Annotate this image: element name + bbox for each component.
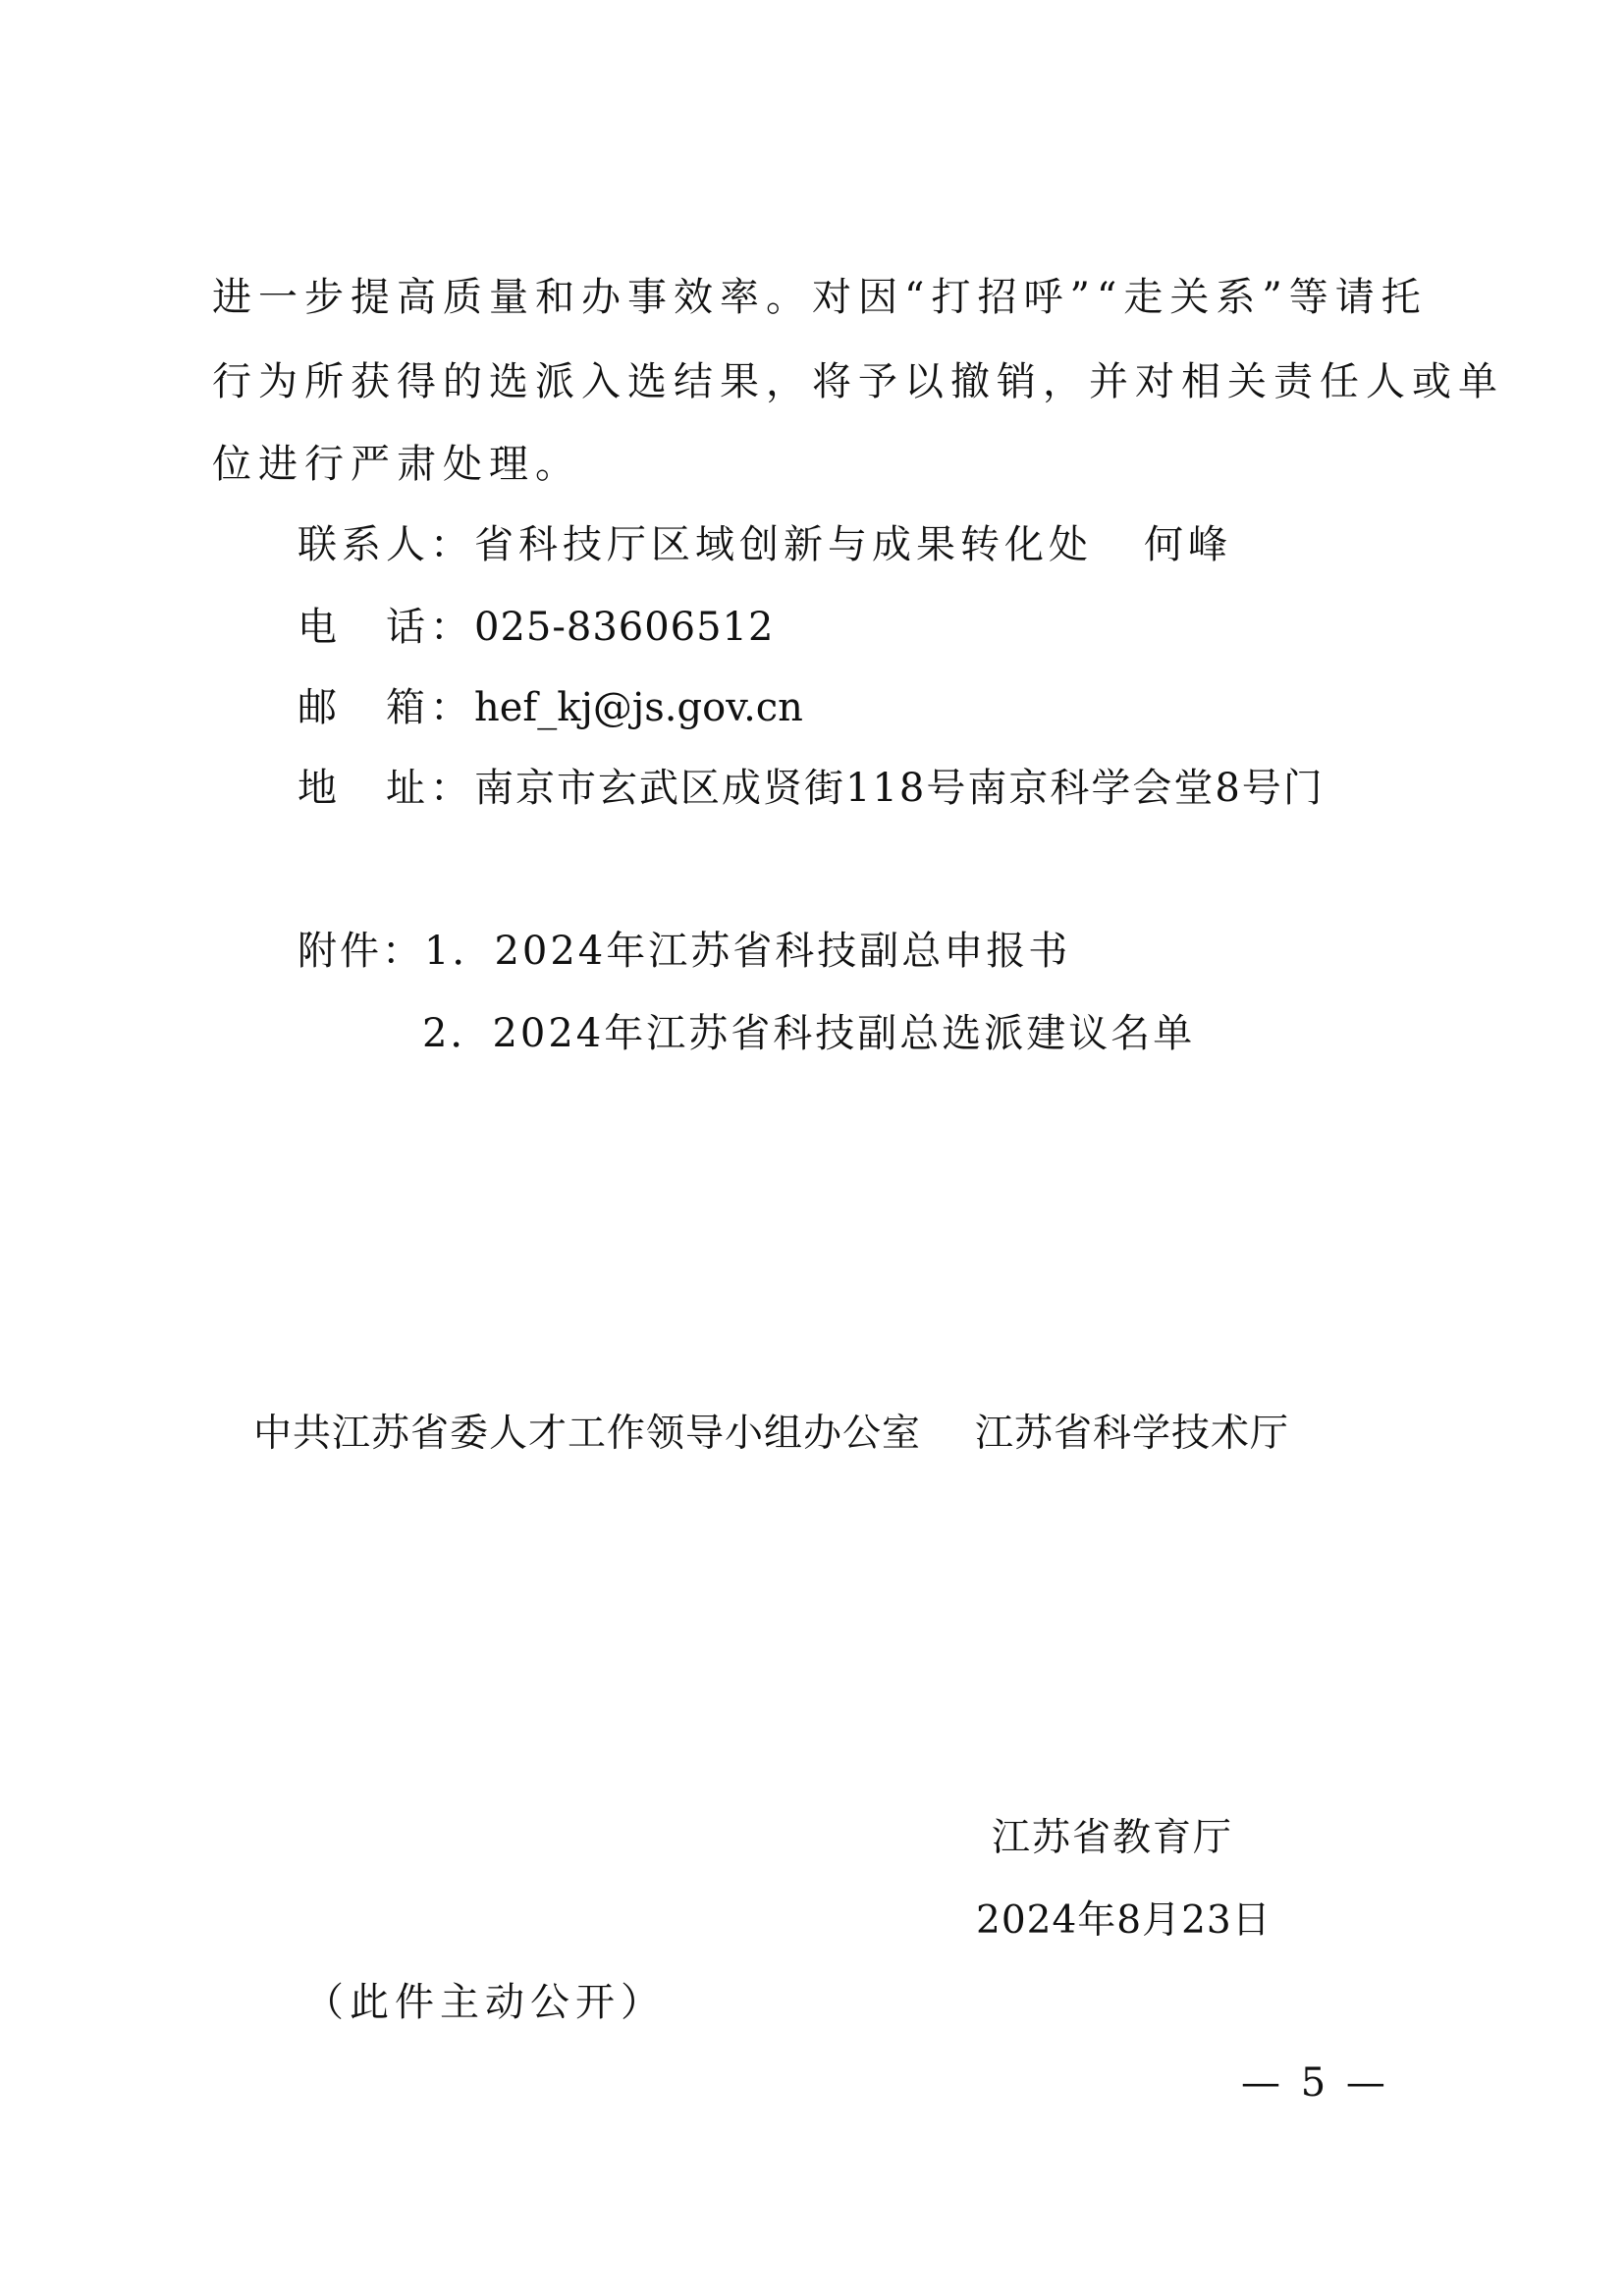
signature-date: 2024年8月23日 — [976, 1898, 1272, 1943]
phone-label: 电 话 — [298, 605, 430, 650]
contact-person-name: 何峰 — [1144, 522, 1232, 567]
attachments-line-1 — [298, 927, 1070, 976]
public-disclosure-note: （此件主动公开） — [304, 1980, 666, 2025]
attachments-label: 附件： — [298, 929, 424, 974]
email-label: 邮 箱 — [298, 685, 430, 730]
phone-colon: ： — [430, 605, 474, 650]
page-number: — 5 — — [1241, 2060, 1389, 2106]
signatory-org-2: 江苏省科学技术厅 — [975, 1412, 1290, 1456]
address-label: 地 址 — [298, 766, 430, 811]
signatory-org-3: 江苏省教育厅 — [992, 1816, 1234, 1860]
contact-person-line — [298, 520, 1232, 569]
contact-email-line — [298, 683, 803, 732]
address-colon: ： — [430, 766, 474, 811]
paragraph-line-2: 行为所获得的选派入选结果，将予以撤销，并对相关责任人或单 — [212, 359, 1504, 404]
contact-person-label: 联系人： — [298, 522, 474, 567]
paragraph-line-3: 位进行严肃处理。 — [212, 442, 581, 487]
email-value: hef_kj@js.gov.cn — [474, 685, 803, 730]
attachment-item-2: 2．2024年江苏省科技副总选派建议名单 — [422, 1011, 1196, 1056]
contact-address-line — [298, 764, 1325, 813]
signatory-org-1: 中共江苏省委人才工作领导小组办公室 — [253, 1412, 922, 1456]
address-value: 南京市玄武区成贤街118号南京科学会堂8号门 — [474, 766, 1325, 811]
phone-value: 025-83606512 — [474, 605, 775, 650]
contact-phone-line — [298, 603, 774, 652]
paragraph-line-1: 进一步提高质量和办事效率。对因“打招呼”“走关系”等请托 — [212, 275, 1428, 320]
email-colon: ： — [430, 685, 474, 730]
contact-person-value: 省科技厅区域创新与成果转化处 — [474, 522, 1093, 567]
attachment-item-1: 1．2024年江苏省科技副总申报书 — [424, 929, 1071, 974]
